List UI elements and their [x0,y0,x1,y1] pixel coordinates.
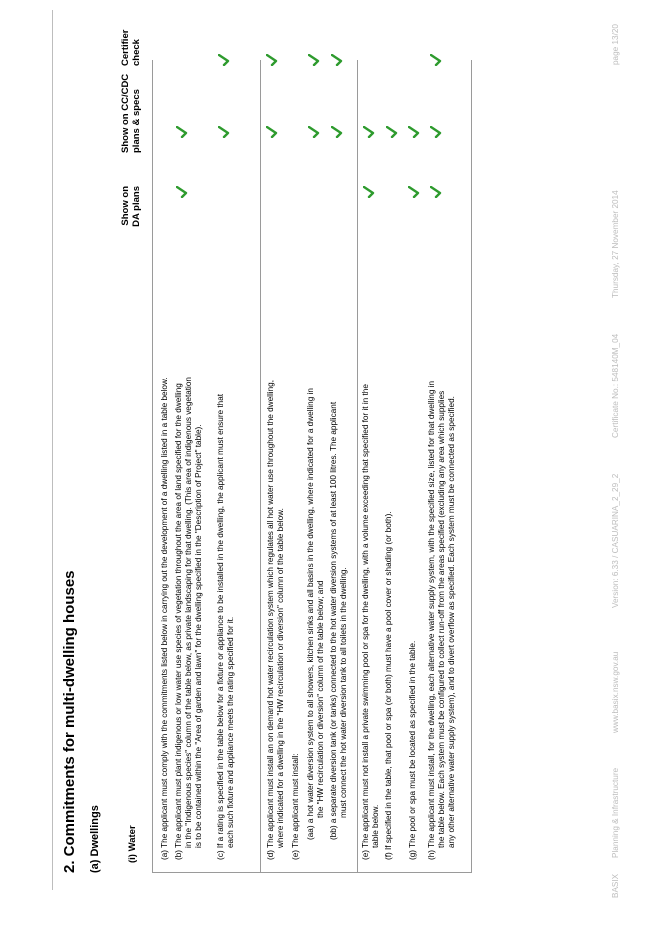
commitment-bb-line1: (bb) a separate diversion tank (or tanks) connected to the hot water diversion systems of at least 100 litres. The applicant [329,401,338,840]
commitment-b-line2: in the "Indigenous species" column of the table below, as private landscaping for that dwelling. (This area of indigenous vegetation [184,377,193,848]
commitment-d-line1: (d) The applicant must install an on demand hot water recirculation system which regulates all hot water use throughout the dwelling, [266,380,275,860]
checkmark-icon [430,54,442,66]
commitment-d-line2: where indicated for a dwelling in the "HW recirculation or diversion" column of the table below. [276,508,285,848]
checkmark-icon [266,126,278,138]
col-header-cc-plans [120,74,142,153]
checkmark-icon [331,126,343,138]
section-subtitle: (a) Dwellings [89,805,101,873]
page-footer [611,8,623,898]
col-header-water: (i) Water [127,825,138,863]
table-bottom-rule [471,60,472,873]
checkmark-icon [408,186,420,198]
commitment-aa-line2: the "HW recirculation or diversion" column of the table below; and [316,580,325,818]
checkmark-icon [308,54,320,66]
checkmark-icon [386,126,398,138]
commitment-e2-line1: (e) The applicant must not install a private swimming pool or spa for the dwelling, with a volume exceeding that specified for it in the [361,384,370,860]
table-header-rule [152,60,153,873]
commitment-c-line2: each such fixture and appliance meets the rating specified for it. [226,616,235,848]
col-header-cc-line1: Show on CC/CDC [120,73,131,153]
footer-basix: BASIX [611,873,620,898]
commitment-aa-line1: (aa) a hot water diversion system to all showers, kitchen sinks and all basins in the dwelling, where indicated for a dwelling in [306,388,315,840]
commitment-b-line1: (b) The applicant must plant indigenous or low water use species of vegetation throughout the area of land specified for the dwelling [174,383,183,860]
col-header-cert-line1: Certifier [120,29,131,66]
footer-department: Planning & Infrastructure [611,767,620,858]
checkmark-icon [363,126,375,138]
checkmark-icon [176,186,188,198]
col-header-da-line2: DA plans [131,186,142,227]
table-left-border [152,872,472,873]
checkmark-icon [218,126,230,138]
checkmark-icon [218,54,230,66]
footer-page-number: page 13/20 [611,24,620,65]
commitment-c-line1: (c) If a rating is specified in the table below for a fixture or appliance to be installed in the dwelling, the applicant must ensure that [216,393,225,860]
commitment-b-line3: is to be contained within the "Area of garden and lawn" for the dwelling specified in the "Description of Project" table). [194,424,203,848]
checkmark-icon [266,54,278,66]
col-header-da-line1: Show on [120,186,131,226]
table-rule [357,60,358,873]
page-title: 2. Commitments for multi-dwelling houses [61,570,78,873]
col-header-cc-line2: plans & specs [131,89,142,153]
commitment-h-line3: any other alternative water supply system), and to divert overflow as specified. Each system must be connected as specified. [447,396,456,848]
col-header-cert-line2: check [131,39,142,66]
checkmark-icon [363,186,375,198]
footer-certificate: Certificate No.: 548140M_04 [611,333,620,438]
footer-date: Thursday, 27 November 2014 [611,190,620,298]
commitment-a: (a) The applicant must comply with the commitments listed below in carrying out the development of a dwelling listed in a table below. [160,377,169,860]
top-border-line [52,10,53,890]
col-header-certifier [120,30,142,66]
commitment-e: (e) The applicant must install: [291,753,300,860]
checkmark-icon [408,126,420,138]
commitment-g: (g) The pool or spa must be located as specified in the table. [408,640,417,860]
commitment-f: (f) If specified in the table, that pool or spa (or both) must have a pool cover or shading (or both). [384,511,393,860]
commitment-h-line2: the table below. Each system must be configured to collect run-off from the areas specified (excluding any area which supplies [437,390,446,848]
checkmark-icon [430,126,442,138]
checkmark-icon [176,126,188,138]
footer-url: www.basix.nsw.gov.au [611,651,620,733]
checkmark-icon [331,54,343,66]
footer-version: Version: 6.33 / CASUARINA_2_29_2 [611,473,620,608]
table-rule [260,60,261,873]
commitment-bb-line2: must connect the hot water diversion tank to all toilets in the dwelling. [339,567,348,818]
commitment-h-line1: (h) The applicant must install, for the dwelling, each alternative water supply system, with the specified size, listed for that dwelling in [427,380,436,860]
col-header-da-plans [120,186,142,236]
commitment-e2-line2: table below. [371,804,380,848]
checkmark-icon [308,126,320,138]
checkmark-icon [430,186,442,198]
